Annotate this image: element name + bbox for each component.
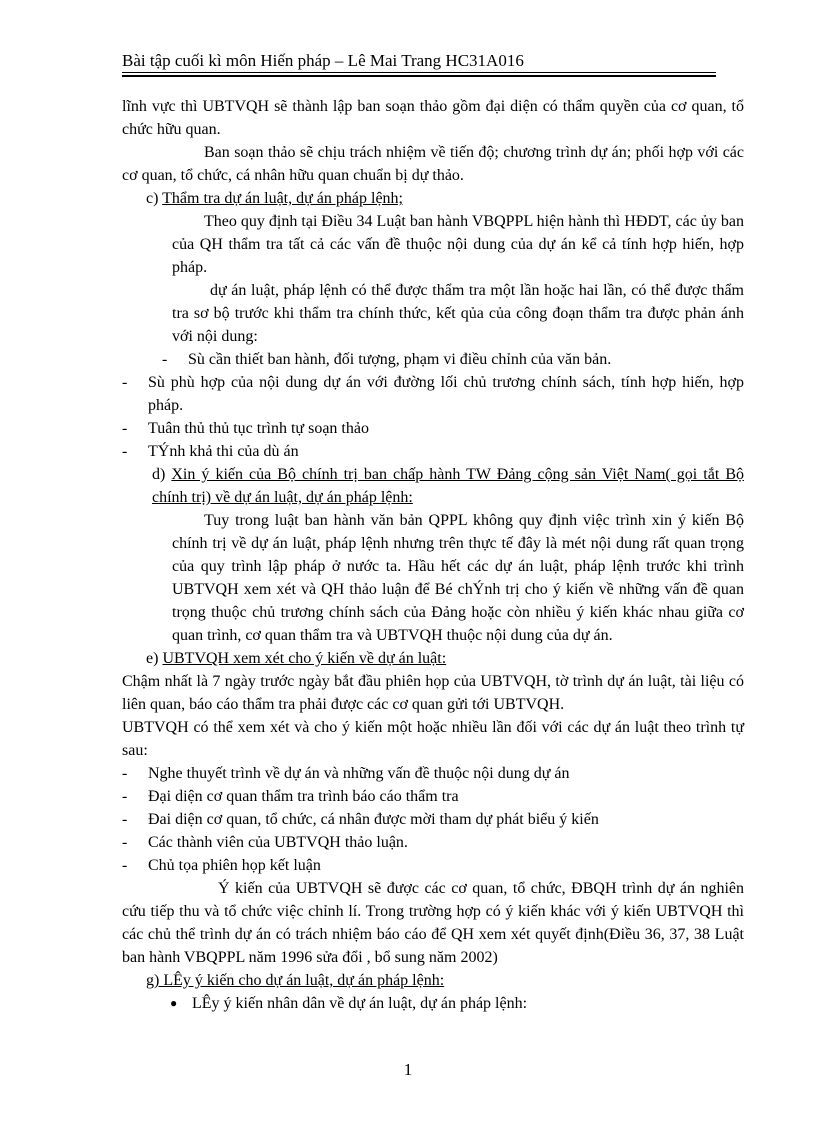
list-item: - Sù phù hợp của nội dung dự án với đường lối chủ trương chính sách, tính hợp hiến, hợp pháp.: [122, 371, 744, 417]
list-item: - TÝnh khả thi của dù án: [122, 440, 744, 463]
page-number: 1: [403, 1060, 413, 1079]
list-item: - Đai diện cơ quan, tổ chức, cá nhân được mời tham dự phát biểu ý kiến: [122, 808, 744, 831]
black-circle-bullet-icon: ●: [170, 996, 178, 1010]
paragraph: lĩnh vực thì UBTVQH sẽ thành lập ban soạn thảo gồm đại diện có thẩm quyền của cơ quan, tổ chức hữu quan.: [122, 98, 744, 138]
dash-bullet-icon: -: [122, 443, 128, 460]
heading-marker: d): [152, 466, 166, 483]
list-item: ● LÊy ý kiến nhân dân về dự án luật, dự án pháp lệnh:: [122, 992, 744, 1015]
list-item: - Tuân thủ thủ tục trình tự soạn thảo: [122, 417, 744, 440]
document-body: [122, 95, 744, 1015]
dash-bullet-icon: -: [122, 857, 128, 874]
page-header: [122, 50, 716, 72]
paragraph: Ý kiến của UBTVQH sẽ được các cơ quan, tổ chức, ĐBQH trình dự án nghiên cứu tiếp thu và tổ chức việc chỉnh lí. Trong trường hợp có ý kiến khác với ý kiến UBTVQH thì các chủ thể trình dự án có trách nhiệm báo cáo để QH xem xét quyết định(Điều 36, 37, 38 Luật ban hành VBQPPL năm 1996 sửa đổi , bổ sung năm 2002): [122, 880, 744, 966]
header-rule-thick: [122, 75, 716, 77]
dash-bullet-icon: -: [122, 788, 128, 805]
heading-text: UBTVQH xem xét cho ý kiến về dự án luật:: [162, 650, 447, 667]
section-heading-e: [122, 647, 744, 670]
section-heading-g: g) LÊy ý kiến cho dự án luật, dự án pháp lệnh:: [146, 972, 445, 989]
dash-bullet-icon: -: [122, 834, 128, 851]
paragraph: UBTVQH có thể xem xét và cho ý kiến một hoặc nhiều lần đối với các dự án luật theo trình tự sau:: [122, 719, 744, 759]
dash-bullet-icon: -: [162, 351, 168, 368]
section-heading-d: [122, 463, 744, 509]
paragraph: Ban soạn thảo sẽ chịu trách nhiệm về tiến độ; chương trình dự án; phối hợp với các cơ quan, tổ chức, cá nhân hữu quan chuẩn bị dự thảo.: [122, 144, 744, 184]
heading-marker: c): [146, 190, 159, 207]
dash-bullet-icon: -: [122, 811, 128, 828]
heading-marker: e): [146, 650, 159, 667]
list-item: - Sù cần thiết ban hành, đối tượng, phạm vi điều chỉnh của văn bản.: [122, 348, 744, 371]
section-heading-c: [122, 187, 744, 210]
heading-text: Xin ý kiến của Bộ chính trị ban chấp hành TW Đảng cộng sản Việt Nam( gọi tắt Bộ chính trị) về dự án luật, dự án pháp lệnh:: [152, 466, 745, 506]
header-title: Bài tập cuối kì môn Hiến pháp – Lê Mai Trang HC31A016: [122, 51, 524, 70]
dash-bullet-icon: -: [122, 420, 128, 437]
list-item: - Các thành viên của UBTVQH thảo luận.: [122, 831, 744, 854]
list-item: - Đại diện cơ quan thẩm tra trình báo cáo thẩm tra: [122, 785, 744, 808]
heading-text: Thẩm tra dự án luật, dự án pháp lệnh;: [162, 190, 403, 207]
header-rule-thin: [122, 72, 716, 73]
paragraph: Tuy trong luật ban hành văn bản QPPL không quy định việc trình xin ý kiến Bộ chính trị về dự án luật, pháp lệnh nhưng trên thực tế đây là mét nội dung rất quan trọng của quy trình lập pháp ở nước ta. Hầu hết các dự án luật, pháp lệnh trước khi trình UBTVQH xem xét và QH thảo luận để Bé chÝnh trị cho ý kiến về những vấn đề quan trọng thuộc chủ trương chính sách của Đảng hoặc còn nhiều ý kiến khác nhau giữa cơ quan trình, cơ quan thẩm tra và UBTVQH thuộc nội dung của dự án.: [172, 512, 744, 644]
paragraph: Theo quy định tại Điều 34 Luật ban hành VBQPPL hiện hành thì HĐDT, các ủy ban của QH thẩm tra tất cả các vấn đề thuộc nội dung của dự án kể cả tính hợp hiến, hợp pháp.: [172, 213, 744, 276]
dash-bullet-icon: -: [122, 765, 128, 782]
dash-bullet-icon: -: [122, 374, 128, 391]
list-item: - Nghe thuyết trình về dự án và những vấn đề thuộc nội dung dự án: [122, 762, 744, 785]
list-item: - Chủ tọa phiên họp kết luận: [122, 854, 744, 877]
paragraph: Chậm nhất là 7 ngày trước ngày bắt đầu phiên họp của UBTVQH, tờ trình dự án luật, tài liệu có liên quan, báo cáo thẩm tra phải được các cơ quan gửi tới UBTVQH.: [122, 673, 744, 713]
paragraph: dự án luật, pháp lệnh có thể được thẩm tra một lần hoặc hai lần, có thể được thẩm tra sơ bộ trước khi thẩm tra chính thức, kết qủa của công đoạn thẩm tra được phản ánh với nội dung:: [172, 282, 744, 345]
